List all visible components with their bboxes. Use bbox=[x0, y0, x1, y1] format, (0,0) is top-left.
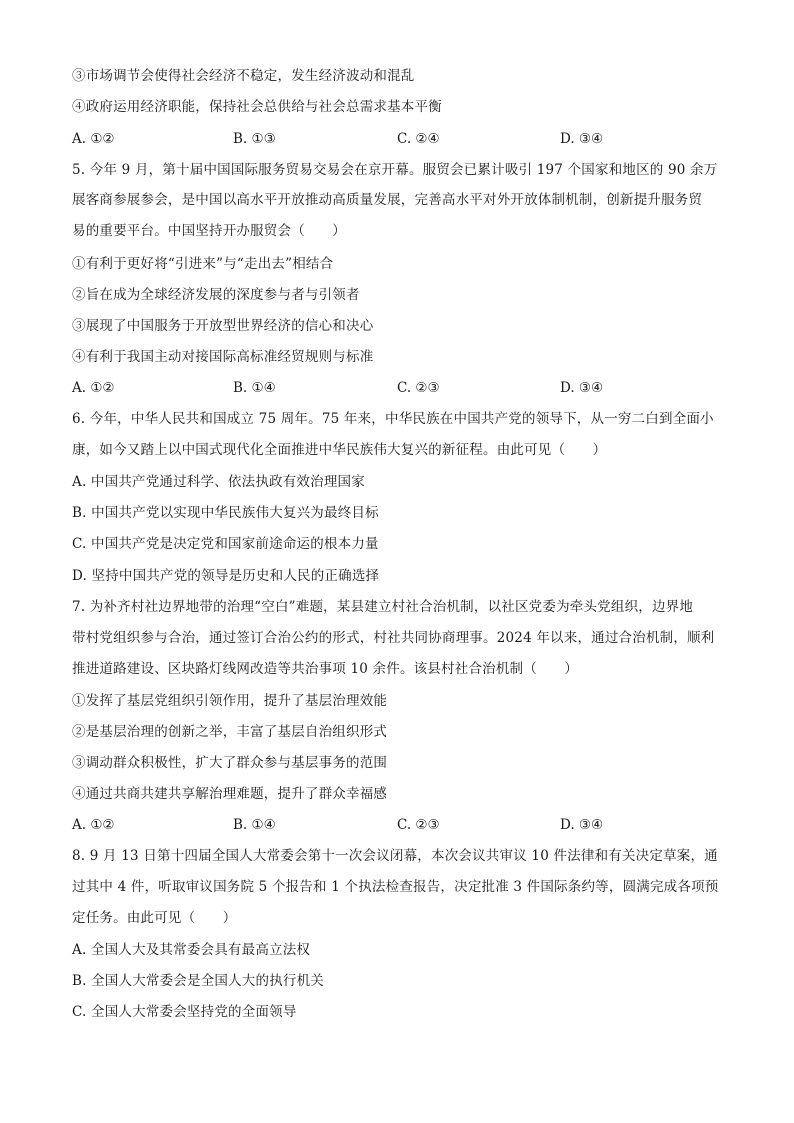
q8-stem-line-2: 过其中 4 件，听取审议国务院 5 个报告和 1 个执法检查报告，决定批准 3 件国际条约等，圆满完成各项预 bbox=[72, 879, 719, 895]
q4-option-b[interactable]: B. ①③ bbox=[233, 131, 276, 147]
q5-item-3: ③展现了中国服务于开放型世界经济的信心和决心 bbox=[72, 318, 374, 334]
q8-stem-line-3: 定任务。由此可见（ ） bbox=[72, 910, 237, 926]
q5-option-a[interactable]: A. ①② bbox=[72, 380, 115, 396]
q6-stem-line-2: 康，如今又踏上以中国式现代化全面推进中华民族伟大复兴的新征程。由此可见（ ） bbox=[72, 442, 607, 458]
q7-item-1: ①发挥了基层党组织引领作用，提升了基层治理效能 bbox=[72, 693, 388, 709]
q7-item-2: ②是基层治理的创新之举，丰富了基层自治组织形式 bbox=[72, 724, 388, 740]
q4-option-a[interactable]: A. ①② bbox=[72, 131, 115, 147]
q8-choice-b[interactable]: B. 全国人大常委会是全国人大的执行机关 bbox=[72, 973, 325, 989]
q6-stem-line-1: 6. 今年，中华人民共和国成立 75 周年。75 年来，中华民族在中国共产党的领导下，从一穷二白到全面小 bbox=[72, 411, 714, 427]
q6-choice-c[interactable]: C. 中国共产党是决定党和国家前途命运的根本力量 bbox=[72, 536, 379, 552]
q7-stem-line-2: 带村党组织参与合治，通过签订合治公约的形式，村社共同协商理事。2024 年以来，通过合治机制，顺利 bbox=[72, 630, 715, 646]
q5-option-c[interactable]: C. ②③ bbox=[397, 380, 440, 396]
q4-item-3: ③市场调节会使得社会经济不稳定，发生经济波动和混乱 bbox=[72, 68, 415, 84]
q4-option-c[interactable]: C. ②④ bbox=[397, 131, 440, 147]
q5-item-4: ④有利于我国主动对接国际高标准经贸规则与标准 bbox=[72, 349, 374, 365]
q7-options bbox=[72, 815, 732, 835]
q5-option-b[interactable]: B. ①④ bbox=[233, 380, 276, 396]
q7-option-b[interactable]: B. ①④ bbox=[233, 817, 276, 833]
q5-stem-line-3: 易的重要平台。中国坚持开办服贸会（ ） bbox=[72, 223, 346, 239]
q5-item-2: ②旨在成为全球经济发展的深度参与者与引领者 bbox=[72, 287, 360, 303]
q4-options bbox=[72, 129, 732, 149]
q7-item-4: ④通过共商共建共享解治理难题，提升了群众幸福感 bbox=[72, 786, 388, 802]
q6-choice-d[interactable]: D. 坚持中国共产党的领导是历史和人民的正确选择 bbox=[72, 568, 380, 584]
q5-stem-line-1: 5. 今年 9 月，第十届中国国际服务贸易交易会在京开幕。服贸会已累计吸引 197 个国家和地区的 90 余万 bbox=[72, 162, 718, 178]
q8-choice-a[interactable]: A. 全国人大及其常委会具有最高立法权 bbox=[72, 942, 311, 958]
q5-options bbox=[72, 378, 732, 398]
q8-choice-c[interactable]: C. 全国人大常委会坚持党的全面领导 bbox=[72, 1004, 297, 1020]
q7-option-d[interactable]: D. ③④ bbox=[560, 817, 604, 833]
q5-stem-line-2: 展客商参展参会，是中国以高水平开放推动高质量发展，完善高水平对外开放体制机制，创新提升服务贸 bbox=[72, 192, 703, 208]
q7-stem-line-1: 7. 为补齐村社边界地带的治理“空白”难题，某县建立村社合治机制，以社区党委为牵头党组织，边界地 bbox=[72, 599, 694, 615]
q7-item-3: ③调动群众积极性，扩大了群众参与基层事务的范围 bbox=[72, 755, 388, 771]
q7-option-c[interactable]: C. ②③ bbox=[397, 817, 440, 833]
q4-option-d[interactable]: D. ③④ bbox=[560, 131, 604, 147]
q7-stem-line-3: 推进道路建设、区块路灯线网改造等共治事项 10 余件。该县村社合治机制（ ） bbox=[72, 661, 579, 677]
q5-option-d[interactable]: D. ③④ bbox=[560, 380, 604, 396]
q6-choice-a[interactable]: A. 中国共产党通过科学、依法执政有效治理国家 bbox=[72, 474, 365, 490]
q6-choice-b[interactable]: B. 中国共产党以实现中华民族伟大复兴为最终目标 bbox=[72, 505, 379, 521]
q7-option-a[interactable]: A. ①② bbox=[72, 817, 115, 833]
q5-item-1: ①有利于更好将“引进来”与“走出去”相结合 bbox=[72, 256, 334, 272]
q4-item-4: ④政府运用经济职能，保持社会总供给与社会总需求基本平衡 bbox=[72, 99, 442, 115]
q8-stem-line-1: 8. 9 月 13 日第十四届全国人大常委会第十一次会议闭幕，本次会议共审议 10 件法律和有关决定草案，通 bbox=[72, 848, 718, 864]
